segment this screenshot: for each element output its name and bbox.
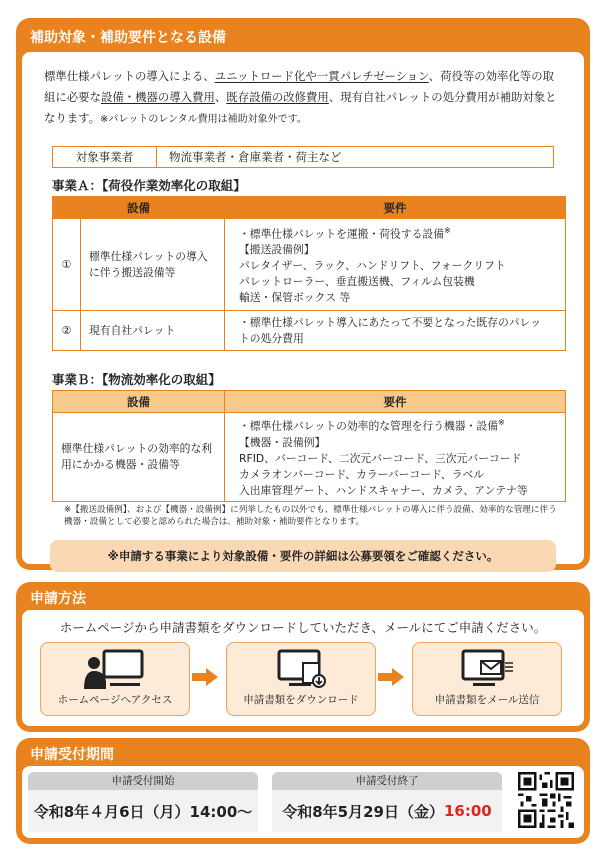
- target-value: 物流事業者・倉庫業者・荷主など: [169, 150, 342, 164]
- req-line: パレットローラー、垂直搬送機、フィルム包装機: [239, 275, 475, 289]
- step-access-homepage: [40, 642, 190, 716]
- step-email: [412, 642, 562, 716]
- jigyo-b-table: [52, 390, 566, 502]
- download-document-icon: [271, 649, 331, 691]
- requirement-cell: ・標準仕様パレット導入にあたって不要となった既存のパレットの処分費用: [225, 311, 566, 351]
- period-start: [28, 772, 258, 832]
- req-line: 【機器・設備例】: [239, 435, 326, 449]
- table-header: 要件: [225, 197, 566, 219]
- footnote: ※【搬送設備例】、および【機器・設備例】に列挙したもの以外でも、標準仕様パレットの導入に伴う設備、効率的な管理に伴う機器・設備として必要と認められた場合は、補助対象・補助要件となります。: [64, 505, 557, 527]
- equip-cell: 標準仕様パレットの導入に伴う搬送設備等: [81, 219, 225, 311]
- equip-cell: 現有自社パレット: [81, 311, 225, 351]
- req-line: カメラオンバーコード、カラーバーコード、ラベル: [239, 467, 485, 481]
- step-download: [226, 642, 376, 716]
- jigyo-a-title: 事業Ａ：【荷役作業効率化の取組】: [52, 178, 246, 193]
- table-row: [53, 413, 566, 502]
- intro-part: 、荷役等の効率化等の取組に必要な: [44, 69, 554, 104]
- notice-banner: ※申請する事業により対象設備・要件の詳細は公募要領をご確認ください。: [50, 540, 556, 572]
- equip-cell: 標準仕様パレットの効率的な利用にかかる機器・設備等: [53, 413, 225, 502]
- period-start-value: 令和8年４月6日（月）14:00〜: [28, 790, 258, 832]
- section-title: 申請方法: [30, 591, 86, 607]
- row-number: ②: [53, 311, 81, 351]
- end-date: 令和8年5月29日（金）: [282, 802, 444, 821]
- section-body: [22, 766, 584, 838]
- intro-underlined: 設備・機器の導入費用: [100, 90, 215, 104]
- period-start-label: 申請受付開始: [28, 772, 258, 790]
- intro-text: [44, 66, 564, 130]
- arrow-icon: [206, 668, 218, 686]
- req-line: 輸送・保管ボックス 等: [239, 291, 351, 305]
- period-end: [272, 772, 502, 832]
- table-header: 要件: [225, 391, 566, 413]
- intro-part: 標準仕様パレットの導入による、: [44, 69, 215, 83]
- email-icon: [457, 649, 517, 691]
- target-label: 対象事業者: [53, 147, 157, 167]
- period-end-value: [272, 790, 502, 832]
- section-body: [22, 610, 584, 726]
- jigyo-b-title: 事業Ｂ：【物流効率化の取組】: [52, 372, 221, 387]
- req-line: ・標準仕様パレットを運搬・荷役する設備: [239, 227, 445, 241]
- table-row: [53, 219, 566, 311]
- eligible-equipment-panel: [16, 18, 590, 570]
- req-line: ・標準仕様パレットの効率的な管理を行う機器・設備: [239, 419, 499, 433]
- row-number: ①: [53, 219, 81, 311]
- req-line: 【搬送設備例】: [239, 243, 315, 257]
- requirement-cell: [225, 219, 566, 311]
- intro-part: 、: [214, 90, 227, 104]
- req-line: パレタイザー、ラック、ハンドリフト、フォークリフト: [239, 259, 506, 273]
- req-mark: ※: [498, 418, 505, 427]
- arrow-icon: [192, 673, 206, 681]
- table-header: 設備: [53, 197, 225, 219]
- arrow-icon: [378, 673, 392, 681]
- end-time: 16:00: [444, 802, 492, 820]
- req-line: RFID、バーコード、二次元バーコード、三次元バーコード: [239, 451, 522, 465]
- intro-underlined: ユニットロード化や一貫パレチゼーション: [214, 69, 429, 83]
- step-label: ホームページへアクセス: [57, 694, 173, 706]
- jigyo-a-table: [52, 196, 566, 351]
- application-period-panel: [16, 738, 590, 844]
- intro-part: 、現有自社パレットの処分費用が補助対象となります。: [44, 90, 557, 125]
- section-title: 補助対象・補助要件となる設備: [30, 30, 226, 46]
- table-row: [53, 311, 566, 351]
- step-label: 申請書類をメール送信: [434, 694, 540, 706]
- req-line: 入出庫管理ゲート、ハンドスキャナー、カメラ、アンテナ等: [239, 483, 528, 497]
- application-method-panel: [16, 582, 590, 732]
- period-end-label: 申請受付終了: [272, 772, 502, 790]
- intro-note: ※パレットのレンタル費用は補助対象外です。: [100, 114, 307, 125]
- step-label: 申請書類をダウンロード: [243, 694, 359, 706]
- target-businesses-box: [52, 146, 554, 168]
- section-body: [22, 52, 584, 564]
- requirement-cell: [225, 413, 566, 502]
- qr-code-icon[interactable]: [518, 772, 574, 828]
- req-mark: ※: [444, 225, 451, 235]
- section-title: 申請受付期間: [30, 747, 114, 763]
- application-instructions: ホームページから申請書類をダウンロードしていただき、メールにてご申請ください。: [59, 620, 547, 635]
- intro-underlined: 既存設備の改修費用: [226, 90, 329, 104]
- arrow-icon: [392, 668, 404, 686]
- computer-user-icon: [80, 649, 150, 691]
- table-header: 設備: [53, 391, 225, 413]
